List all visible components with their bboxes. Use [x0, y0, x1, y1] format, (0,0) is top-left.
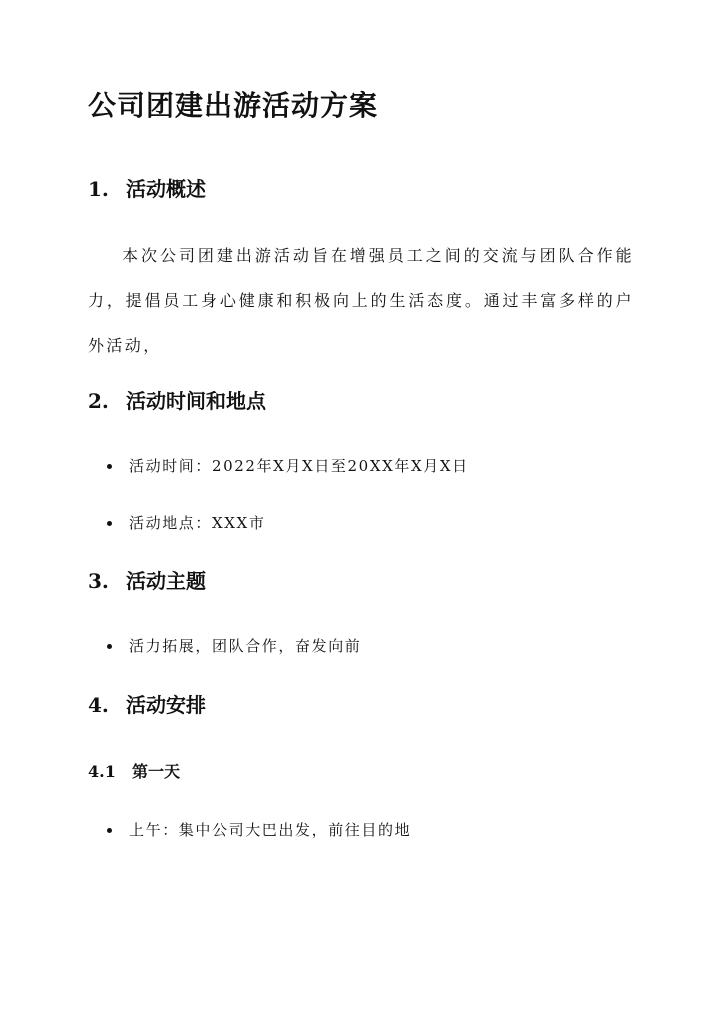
list-item-text: 活力拓展，团队合作，奋发向前 — [129, 637, 362, 655]
document-title: 公司团建出游活动方案 — [88, 89, 379, 122]
subsection-number: 4.1 — [88, 762, 116, 781]
section-number: 4. — [88, 693, 109, 717]
list-item-text: 活动地点：XXX市 — [129, 514, 266, 532]
subsection-heading-day-one — [88, 759, 180, 785]
bullet-icon — [107, 464, 112, 469]
list-item-activity-location — [107, 511, 265, 535]
section-title: 活动概述 — [126, 177, 206, 201]
section-title: 活动主题 — [126, 569, 206, 593]
bullet-icon — [107, 828, 112, 833]
list-item-text: 活动时间：2022年X月X日至20XX年X月X日 — [129, 457, 469, 475]
bullet-icon — [107, 644, 112, 649]
section-heading-schedule — [88, 690, 206, 720]
list-item-text: 上午：集中公司大巴出发，前往目的地 — [129, 821, 412, 839]
section-number: 1. — [88, 177, 109, 201]
section-number: 3. — [88, 569, 109, 593]
section-heading-theme — [88, 566, 206, 596]
section-heading-time-location — [88, 386, 266, 416]
section-title: 活动时间和地点 — [126, 389, 266, 413]
section-number: 2. — [88, 389, 109, 413]
section-heading-overview — [88, 174, 206, 204]
list-item-theme — [107, 634, 361, 658]
subsection-title: 第一天 — [132, 762, 181, 781]
list-item-activity-time — [107, 454, 469, 478]
overview-paragraph: 本次公司团建出游活动旨在增强员工之间的交流与团队合作能力，提倡员工身心健康和积极向上的生活态度。通过丰富多样的户外活动， — [88, 246, 634, 355]
bullet-icon — [107, 521, 112, 526]
section-title: 活动安排 — [126, 693, 206, 717]
list-item-day-one-morning — [107, 818, 411, 842]
